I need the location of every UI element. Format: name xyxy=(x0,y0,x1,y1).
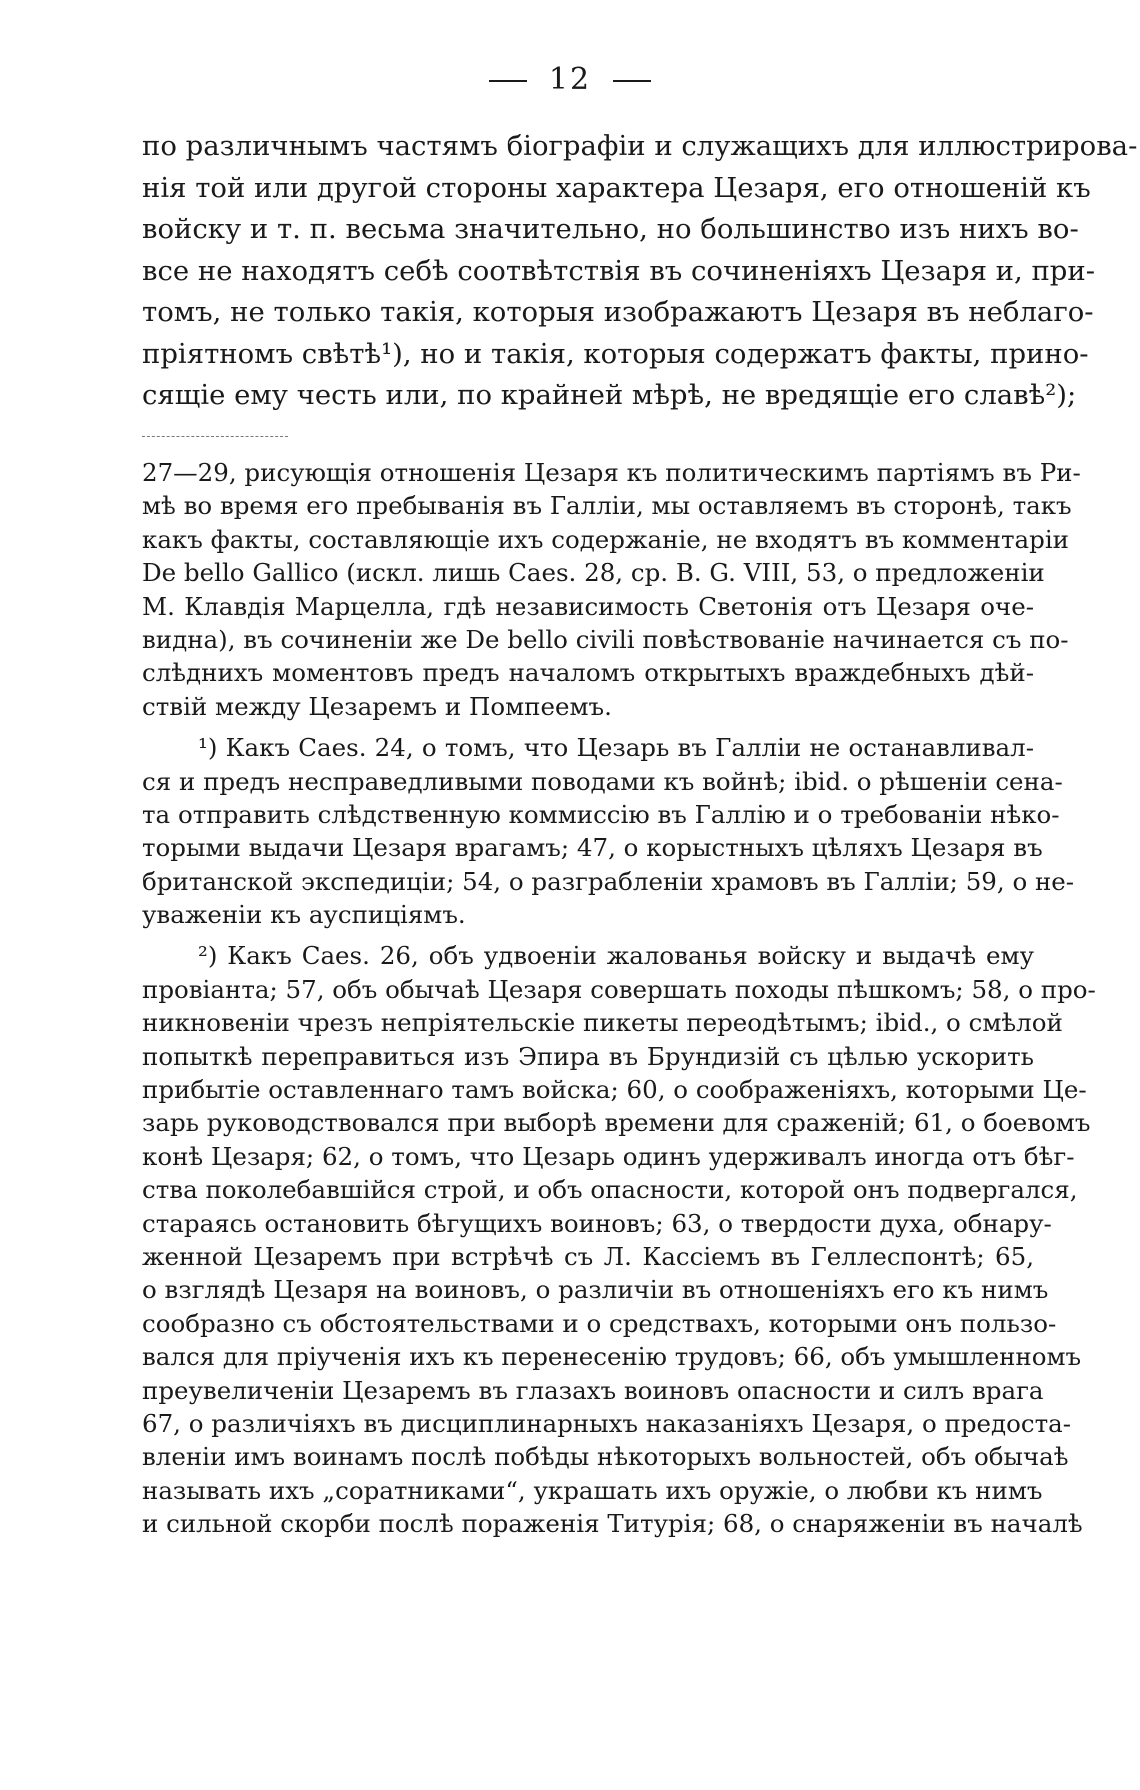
page-number: 12 xyxy=(548,62,592,97)
footnote-line: зарь руководствовался при выборѣ времени для сраженій; 61, о боевомъ xyxy=(142,1108,1091,1138)
header-dash-right xyxy=(613,80,651,82)
footnote-line: 27—29, рисующія отношенія Цезаря къ политическимъ партіямъ въ Ри- xyxy=(142,458,1081,487)
main-text-block xyxy=(142,126,1138,417)
page-number-header xyxy=(0,62,1140,97)
footnote-line: прибытіе оставленнаго тамъ войска; 60, о соображеніяхъ, которыми Це- xyxy=(142,1075,1087,1105)
footnote-line: ²) Какъ Caes. 26, объ удвоеніи жалованья войску и выдачѣ ему xyxy=(198,941,1034,971)
footnote-line: торыми выдачи Цезаря врагамъ; 47, о корыстныхъ цѣляхъ Цезаря въ xyxy=(142,833,1043,863)
main-text-line: томъ, не только такія, которыя изображаютъ Цезаря въ неблаго- xyxy=(142,296,1094,328)
footnote-line: ствій между Цезаремъ и Помпеемъ. xyxy=(142,691,612,721)
footnotes-block xyxy=(142,456,1096,1541)
footnote-line: ¹) Какъ Caes. 24, о томъ, что Цезарь въ Галліи не останавливал- xyxy=(198,733,1034,763)
footnote-line: какъ факты, составляющіе ихъ содержаніе, не входятъ въ комментаріи xyxy=(142,524,1070,554)
footnote-line: о взглядѣ Цезаря на воиновъ, о различіи въ отношеніяхъ его къ нимъ xyxy=(142,1275,1049,1305)
footnote-line: никновеніи чрезъ непріятельскіе пикеты переодѣтымъ; ibid., о смѣлой xyxy=(142,1008,1063,1038)
footnote-line: М. Клавдія Марцелла, гдѣ независимость Светонія отъ Цезаря оче- xyxy=(142,591,1034,621)
footnote-line: видна), въ сочиненіи же De bello civili повѣствованіе начинается съ по- xyxy=(142,624,1069,654)
footnote-line: ства поколебавшійся строй, и объ опасности, которой онъ подвергался, xyxy=(142,1175,1078,1205)
footnote-line: De bello Gallico (искл. лишь Caes. 28, ср. B. G. VIII, 53, о предложеніи xyxy=(142,558,1045,588)
footnote-line: конѣ Цезаря; 62, о томъ, что Цезарь одинъ удерживалъ иногда отъ бѣг- xyxy=(142,1141,1075,1171)
main-text-line: пріятномъ свѣтѣ¹), но и такія, которыя содержатъ факты, прино- xyxy=(142,337,1089,370)
main-text-line: войску и т. п. весьма значительно, но большинство изъ нихъ во- xyxy=(142,213,1079,245)
footnote-line: британской экспедиціи; 54, о разграбленіи храмовъ въ Галліи; 59, о не- xyxy=(142,866,1075,896)
footnote-line: вленіи имъ воинамъ послѣ побѣды нѣкоторыхъ вольностей, объ обычаѣ xyxy=(142,1442,1069,1472)
footnote-line: сообразно съ обстоятельствами и о средствахъ, которыми онъ пользо- xyxy=(142,1308,1057,1338)
footnote-line: попыткѣ переправиться изъ Эпира въ Брундизій съ цѣлью ускорить xyxy=(142,1041,1034,1071)
header-dash-left xyxy=(489,80,527,82)
main-text-line: все не находятъ себѣ соотвѣтствія въ сочиненіяхъ Цезаря и, при- xyxy=(142,254,1096,287)
footnote-line: и сильной скорби послѣ пораженія Титурія; 68, о снаряженіи въ началѣ xyxy=(142,1509,1083,1539)
footnote-line: ся и предъ несправедливыми поводами къ войнѣ; ibid. о рѣшеніи сена- xyxy=(142,766,1063,796)
main-text-line: по различнымъ частямъ біографіи и служащихъ для иллюстрирова- xyxy=(142,130,1138,162)
footnote-continuation xyxy=(142,456,1081,723)
footnote-line: женной Цезаремъ при встрѣчѣ съ Л. Кассіемъ въ Геллеспонтѣ; 65, xyxy=(142,1241,1034,1271)
footnote-line: преувеличеніи Цезаремъ въ глазахъ воиновъ опасности и силъ врага xyxy=(142,1375,1044,1405)
footnote-line: уваженіи къ ауспиціямъ. xyxy=(142,900,466,930)
footnote-1 xyxy=(142,731,1075,931)
footnote-line: слѣднихъ моментовъ предъ началомъ открытыхъ враждебныхъ дѣй- xyxy=(142,658,1034,688)
footnote-line: называть ихъ „соратниками“, украшать ихъ оружіе, о любви къ нимъ xyxy=(142,1475,1043,1505)
footnote-line: стараясь остановить бѣгущихъ воиновъ; 63, о твердости духа, обнару- xyxy=(142,1208,1052,1238)
main-text-line: нія той или другой стороны характера Цезаря, его отношеній къ xyxy=(142,171,1091,204)
main-text-line: сящіе ему честь или, по крайней мѣрѣ, не вредящіе его славѣ²); xyxy=(142,379,1077,411)
footnote-line: провіанта; 57, объ обычаѣ Цезаря совершать походы пѣшкомъ; 58, о про- xyxy=(142,974,1096,1004)
footnote-separator-rule xyxy=(142,436,288,437)
footnote-line: мѣ во время его пребыванія въ Галліи, мы оставляемъ въ сторонѣ, такъ xyxy=(142,491,1072,521)
footnote-line: вался для пріученія ихъ къ перенесенію трудовъ; 66, объ умышленномъ xyxy=(142,1342,1082,1372)
footnote-2 xyxy=(142,939,1096,1540)
footnote-line: та отправить слѣдственную коммиссію въ Галлію и о требованіи нѣко- xyxy=(142,799,1060,829)
footnote-line: 67, о различіяхъ въ дисциплинарныхъ наказаніяхъ Цезаря, о предоста- xyxy=(142,1408,1072,1438)
